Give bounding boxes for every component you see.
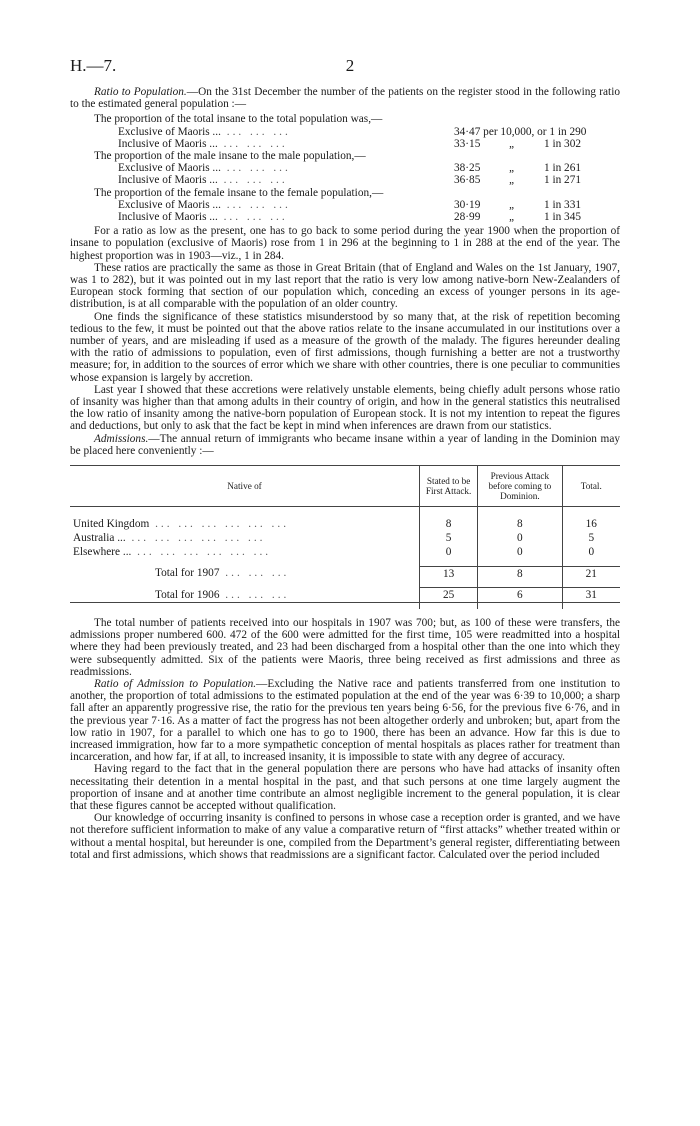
ratio-row xyxy=(94,126,620,138)
document-body xyxy=(70,86,620,861)
column-header-native-of: Native of xyxy=(227,480,262,491)
ratio-row xyxy=(94,138,620,150)
ratio-value: 36·85 xyxy=(454,174,481,187)
ratio-fraction: 1 in 345 xyxy=(543,210,581,223)
leader-dots: ... ... ... xyxy=(220,162,291,175)
ditto-mark: „ xyxy=(509,174,516,187)
total-label: Total for 1906 ... ... ... xyxy=(155,588,290,601)
cell-previous: 8 xyxy=(478,517,562,531)
ratio-heading: Ratio to Population. xyxy=(94,86,187,98)
page-number: 2 xyxy=(345,56,355,75)
ratio-row xyxy=(94,211,620,223)
ratio-value: 34·47 per 10,000, or 1 in 290 xyxy=(454,125,587,138)
report-reference: H.—7. xyxy=(70,56,117,75)
cell-previous: 0 xyxy=(478,545,562,559)
ditto-mark: „ xyxy=(509,198,516,211)
ratio-value: 28·99 xyxy=(454,210,481,223)
ratio-list xyxy=(94,113,620,223)
ratio-fraction: 1 in 331 xyxy=(543,198,581,211)
table-spacer xyxy=(70,602,620,609)
ratio-admission-paragraph xyxy=(70,678,620,763)
leader-dots: ... ... ... xyxy=(217,137,288,150)
cell-first: 5 xyxy=(420,531,478,545)
leader-dots: ... ... ... xyxy=(217,210,288,223)
ratio-admission-heading: Ratio of Admission to Population. xyxy=(94,677,257,690)
cell-total: 0 xyxy=(562,545,620,559)
total-label: Total for 1907 ... ... ... xyxy=(155,567,290,580)
cell-total: 16 xyxy=(562,517,620,531)
row-label: Elsewhere ... ... ... ... ... ... ... xyxy=(73,546,272,559)
table-total-row xyxy=(70,587,620,602)
ratio-label: Exclusive of Maoris ... xyxy=(118,198,221,211)
ditto-mark: „ xyxy=(509,137,516,150)
ratio-group-heading: The proportion of the total insane to the total population was,— xyxy=(94,113,383,126)
ratio-row xyxy=(94,174,620,186)
cell-first: 25 xyxy=(420,587,478,602)
ratio-fraction: 1 in 302 xyxy=(543,137,581,150)
ratio-label: Exclusive of Maoris ... xyxy=(118,162,221,175)
row-label: United Kingdom ... ... ... ... ... ... xyxy=(73,517,290,530)
cell-previous: 8 xyxy=(478,566,562,581)
ratio-fraction: 1 in 271 xyxy=(543,174,581,187)
cell-total: 21 xyxy=(562,566,620,581)
column-header-total: Total. xyxy=(562,465,620,506)
ratio-label: Inclusive of Maoris ... xyxy=(118,210,218,223)
ratio-row xyxy=(94,199,620,211)
ratio-group-heading: The proportion of the male insane to the male population,— xyxy=(94,149,366,162)
ratio-value: 33·15 xyxy=(454,137,481,150)
cell-first: 13 xyxy=(420,566,478,581)
cell-first: 0 xyxy=(420,545,478,559)
cell-previous: 0 xyxy=(478,531,562,545)
body-paragraph: These ratios are practically the same as those in Great Britain (that of England and Wales on the 1st January, 1907, was 1 to 282), but it was pointed out in my last report that the ratio is very low among native-born New-Zealanders of European stock forming that section of our population which, conceding an excess of younger persons in its age-distribution, is at all comparable with the population of an older country. xyxy=(70,261,620,311)
admissions-text: —The annual return of immigrants who became insane within a year of landing in the Dominion may be placed here conveniently :— xyxy=(70,432,620,457)
body-paragraph: Our knowledge of occurring insanity is confined to persons in whose case a reception order is granted, and we have not therefore sufficient information to make of any value a comparative return of “first attacks” whether treated within or without a mental hospital, but hereunder is one, compiled from the Department’s general register, differentiating between total and first admissions, which shows that readmissions are a significant factor. Calculated over the period included xyxy=(70,812,620,861)
ratio-fraction: 1 in 261 xyxy=(543,162,581,175)
ratio-row xyxy=(94,162,620,174)
page-header xyxy=(70,56,630,76)
body-paragraph: Last year I showed that these accretions were relatively unstable elements, being chiefly adult persons whose ratio of insanity was higher than that among adults in their country of origin, and how in the general statistics this neutralised the low ratio of insanity among the native-born population of European stock. It is not my intention to repeat the figures and deductions, but only to ask that the fact be kept in mind when inferences are drawn from our statistics. xyxy=(70,383,620,433)
body-paragraph: Having regard to the fact that in the general population there are persons who have had attacks of insanity often necessitating their detention in a mental hospital in the past, and that such persons at one time largely augment the proportion of insane and at another time contribute an almost negligible increment to the general population, it is clear that these figures cannot be accepted without qualification. xyxy=(70,763,620,813)
cell-previous: 6 xyxy=(478,587,562,602)
ratio-intro-text: —On the 31st December the number of the patients on the register stood in the following ratio to the estimated general population :— xyxy=(70,86,620,111)
ratio-group-heading: The proportion of the female insane to the female population,— xyxy=(94,186,384,199)
column-header-first-attack: Stated to be First Attack. xyxy=(420,465,478,506)
leader-dots: ... ... ... xyxy=(217,174,288,187)
ditto-mark: „ xyxy=(509,210,516,223)
admissions-heading: Admissions. xyxy=(94,432,149,445)
row-label: Australia ... ... ... ... ... ... ... xyxy=(73,532,266,545)
immigrant-admissions-table xyxy=(70,465,620,609)
ditto-mark: „ xyxy=(509,162,516,175)
body-paragraph: For a ratio as low as the present, one has to go back to some period during the year 1900 when the proportion of insane to population (exclusive of Maoris) rose from 1 in 296 at the beginning to 1 in 288 at the end of the year. The highest proportion was in 1903—viz., 1 in 284. xyxy=(70,225,620,262)
table-total-row xyxy=(70,566,620,581)
ratio-label: Inclusive of Maoris ... xyxy=(118,174,218,187)
table-row xyxy=(70,545,620,559)
cell-total: 5 xyxy=(562,531,620,545)
admissions-paragraph xyxy=(70,433,620,457)
table-spacer xyxy=(70,506,620,517)
ratio-value: 38·25 xyxy=(454,162,481,175)
table-header-row xyxy=(70,465,620,506)
ratio-value: 30·19 xyxy=(454,198,481,211)
table-row xyxy=(70,531,620,545)
leader-dots: ... ... ... xyxy=(220,125,291,138)
ratio-label: Exclusive of Maoris ... xyxy=(118,125,221,138)
ratio-admission-text: —Excluding the Native race and patients transferred from one institution to another, the proportion of total admissions to the estimated population at the end of the year was 6·39 to 10,000; a sharp fall after an apparently progressive rise, the ratio for the previous ten years being 6·56, for the previous five 6·76, and in the previous year 7·16. As a matter of fact the progress has not been altogether orderly and unbroken; but, apart from the low ratio in 1907, for a parallel to which one has to go to 1900, there has been an advance. How far this is due to increased immigration, how far to a more sympathetic conception of mental hospitals as places rather for treatment than incarceration, and how far, if at all, to increased insanity, it is impossible to state with any degree of accuracy. xyxy=(70,677,620,764)
table-row xyxy=(70,517,620,531)
cell-total: 31 xyxy=(562,587,620,602)
leader-dots: ... ... ... xyxy=(220,198,291,211)
ratio-label: Inclusive of Maoris ... xyxy=(118,137,218,150)
body-paragraph: One finds the significance of these statistics misunderstood by so many that, at the risk of repetition becoming tedious to the few, it must be pointed out that the above ratios relate to the insane accumulated in our institutions over a number of years, and are misleading if used as a measure of the growth of the malady. The figures hereunder dealing with the ratio of admissions to population, even of first admissions, though furnishing a better are not a trustworthy measure; for, in addition to the sources of error which we share with other countries, there is one peculiar to communities whose expansion is largely by accretion. xyxy=(70,310,620,384)
column-header-previous-attack: Previous Attack before coming to Dominion. xyxy=(478,465,562,506)
cell-first: 8 xyxy=(420,517,478,531)
body-paragraph: The total number of patients received into our hospitals in 1907 was 700; but, as 100 of these were transfers, the admissions proper numbered 600. 472 of the 600 were admitted for the first time, 105 were readmitted into a hospital where they had been previously treated, and 23 had been discharged from a hospital other than the one into which they were subsequently admitted. Six of the patients were Maoris, three being received as first admissions and three as readmissions. xyxy=(70,616,620,678)
ratio-intro-paragraph xyxy=(70,86,620,110)
